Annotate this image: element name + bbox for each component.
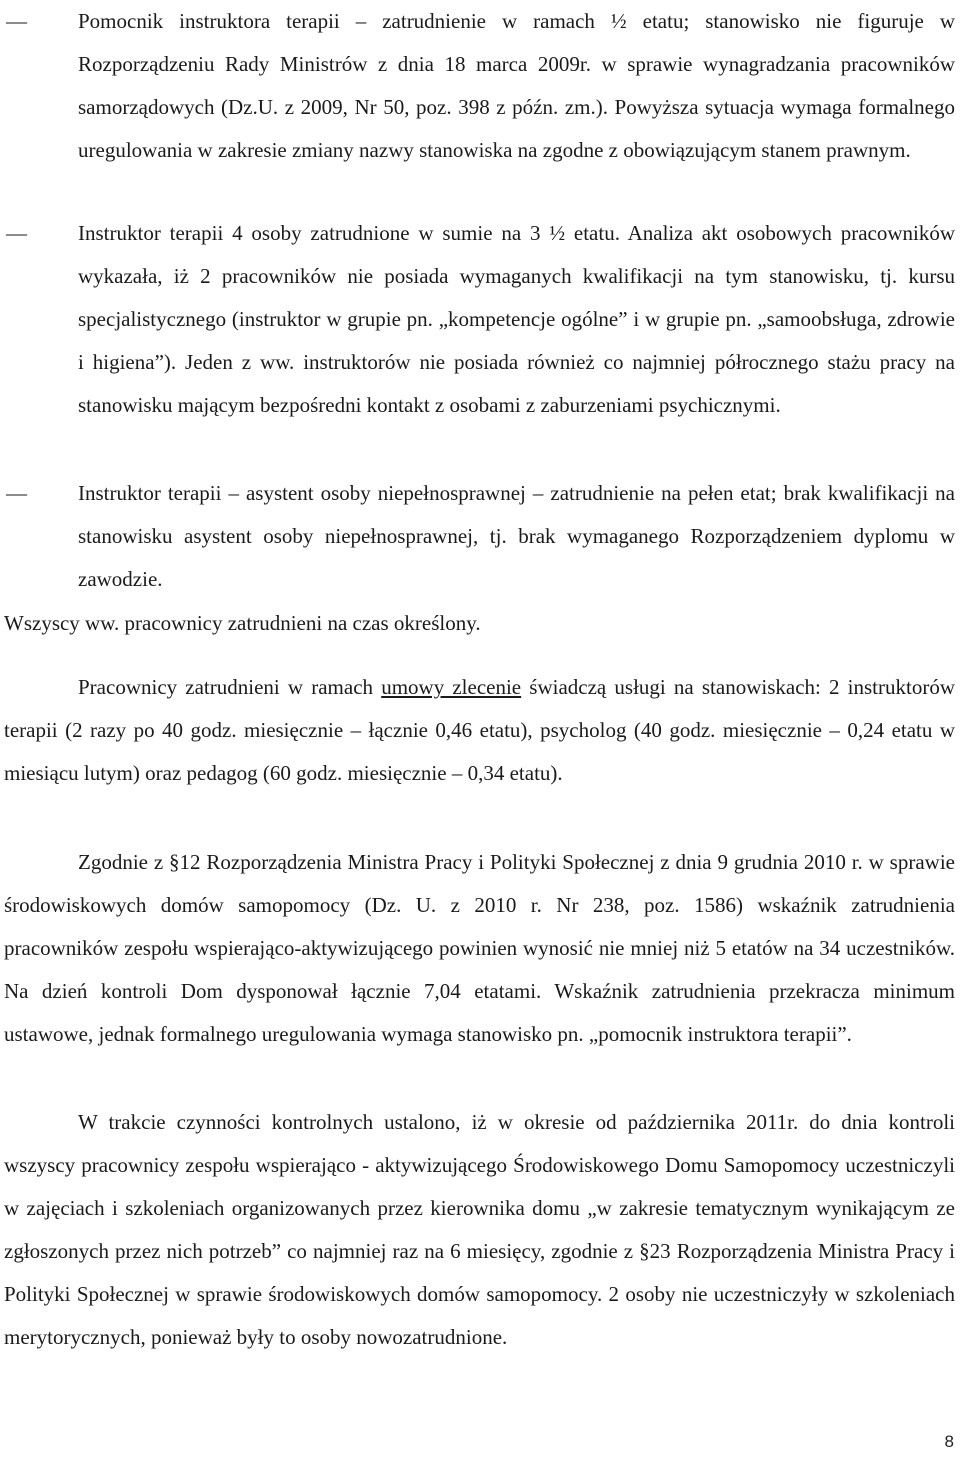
regulation-paragraph: Zgodnie z §12 Rozporządzenia Ministra Pracy i Polityki Społecznej z dnia 9 grudnia 2010 r. w sprawie środowiskowych domów samopomocy (Dz. U. z 2010 r. Nr 238, poz. 1586) wskaźnik zatrudnienia pracowników zespołu wspierająco-aktywizującego powinien wynosić nie mniej niż 5 etatów na 34 uczestników. Na dzień kontroli Dom dysponował łącznie 7,04 etatami. Wskaźnik zatrudnienia przekracza minimum ustawowe, jednak formalnego uregulowania wymaga stanowisko pn. „pomocnik instruktora terapii”. (4, 850, 955, 1046)
dash-bullet-icon (6, 212, 54, 255)
dash-bullet-icon (6, 0, 54, 43)
contract-type-underlined: umowy zlecenie (381, 675, 522, 699)
bullet-text: Instruktor terapii 4 osoby zatrudnione w sumie na 3 ½ etatu. Analiza akt osobowych pracowników wykazała, iż 2 pracowników nie posiada wymaganych kwalifikacji na tym stanowisku, tj. kursu specjalistycznego (instruktor w grupie pn. „kompetencje ogólne” i w grupie pn. „samoobsługa, zdrowie i higiena”). Jeden z ww. instruktorów nie posiada również co najmniej półrocznego stażu pracy na stanowisku mającym bezpośredni kontakt z osobami z zaburzeniami psychicznymi. (78, 221, 955, 417)
page-number: 8 (944, 1432, 954, 1451)
summary-line: Wszyscy ww. pracownicy zatrudnieni na czas określony. (4, 611, 481, 635)
training-paragraph: W trakcie czynności kontrolnych ustalono, iż w okresie od października 2011r. do dnia kontroli wszyscy pracownicy zespołu wspierająco - aktywizującego Środowiskowego Domu Samopomocy uczestniczyli w zajęciach i szkoleniach organizowanych przez kierownika domu „w zakresie tematycznym wynikającym ze zgłoszonych przez nich potrzeb” co najmniej raz na 6 miesięcy, zgodnie z §23 Rozporządzenia Ministra Pracy i Polityki Społecznej w sprawie środowiskowych domów samopomocy. 2 osoby nie uczestniczyły w szkoleniach merytorycznych, ponieważ były to osoby nowozatrudnione. (4, 1110, 955, 1349)
dash-bullet-icon (6, 472, 54, 515)
contract-text-before: Pracownicy zatrudnieni w ramach (78, 675, 382, 699)
bullet-text: Instruktor terapii – asystent osoby niepełnosprawnej – zatrudnienie na pełen etat; brak kwalifikacji na stanowisku asystent osoby niepełnosprawnej, tj. brak wymaganego Rozporządzeniem dyplomu w zawodzie. (78, 481, 955, 591)
contract-text-after: świadczą usługi na stanowiskach: 2 instruktorów terapii (2 razy po 40 godz. miesięcznie – łącznie 0,46 etatu), psycholog (40 godz. miesięcznie – 0,24 etatu w miesiącu lutym) oraz pedagog (60 godz. miesięcznie – 0,34 etatu). (4, 675, 955, 785)
contract-paragraph (4, 666, 955, 795)
bullet-text: Pomocnik instruktora terapii – zatrudnienie w ramach ½ etatu; stanowisko nie figuruje w Rozporządzeniu Rady Ministrów z dnia 18 marca 2009r. w sprawie wynagradzania pracowników samorządowych (Dz.U. z 2009, Nr 50, poz. 398 z późn. zm.). Powyższa sytuacja wymaga formalnego uregulowania w zakresie zmiany nazwy stanowiska na zgodne z obowiązującym stanem prawnym. (78, 9, 955, 162)
